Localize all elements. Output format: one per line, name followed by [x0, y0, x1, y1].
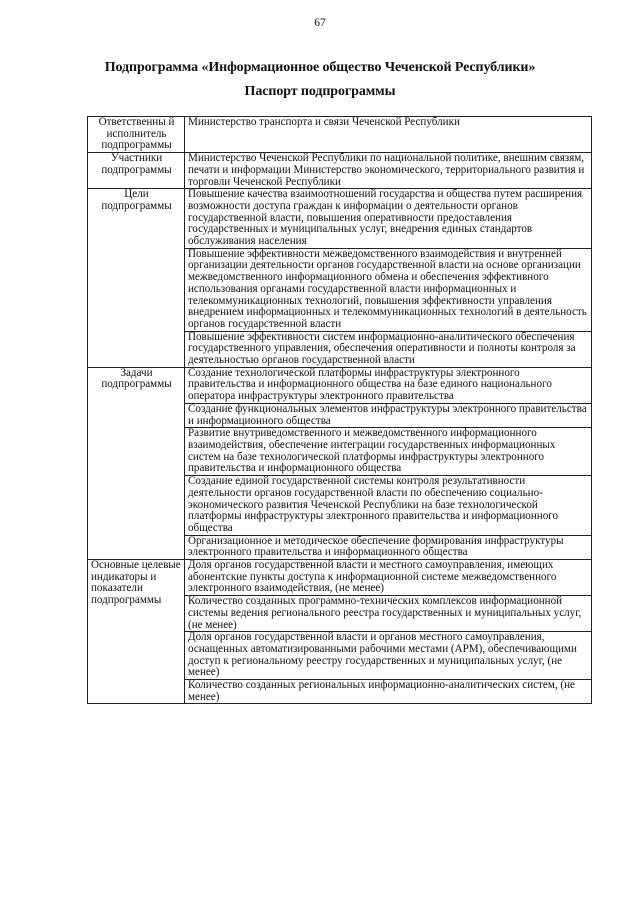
table-row: [88, 153, 592, 189]
row-label-tasks: Задачи подпрограммы: [88, 367, 185, 559]
indicator-item: Доля органов государственной власти и органов местного самоуправления, оснащенных автоматизированными рабочими местами (АРМ), обеспечивающими доступ к региональному реестру государственных и муниципальных услуг, (не менее): [185, 632, 592, 680]
indicator-item: Количество созданных региональных информационно-аналитических систем, (не менее): [185, 680, 592, 704]
goal-item: Повышение качества взаимоотношений государства и общества путем расширения возможности доступа граждан к информации о деятельности органов государственной власти, повышения оперативности предоставления государственных и муниципальных услуг, внедрения единых стандартов обслуживания населения: [185, 189, 592, 249]
row-label-participants: Участники подпрограммы: [88, 153, 185, 189]
task-item: Развитие внутриведомственного и межведомственного информационного взаимодействия, обеспечение интеграции государственных информационных систем на базе технологической платформы инфраструктуры электронного правительства и информационного общества: [185, 428, 592, 476]
indicator-item: Доля органов государственной власти и местного самоуправления, имеющих абонентские пункты доступа к информационной системе межведомственного электронного взаимодействия, (не менее): [185, 560, 592, 596]
indicator-item: Количество созданных программно-технических комплексов информационной системы ведения регионального реестра государственных и муниципальных услуг, (не менее): [185, 596, 592, 632]
task-item: Создание единой государственной системы контроля результативности деятельности органов государственной власти по обеспечению социально-экономического развития Чеченской Республики на базе технологической платформы инфраструктуры электронного правительства и информационного общества: [185, 476, 592, 536]
task-item: Организационное и методическое обеспечение формирования инфраструктуры электронного правительства и информационного общества: [185, 535, 592, 559]
document-title: Подпрограмма «Информационное общество Чеченской Республики»: [104, 60, 536, 75]
passport-table: [87, 116, 592, 704]
document-subtitle: Паспорт подпрограммы: [244, 84, 396, 99]
table-row: [88, 367, 592, 403]
row-label-indicators: Основные целевые индикаторы и показатели подпрограммы: [88, 560, 185, 704]
goal-item: Повышение эффективности межведомственного взаимодействия и внутренней организации деятельности органов государственной власти на основе организации межведомственного информационного обмена и обеспечения эффективного использования органами государственной власти информационных и телекоммуникационных технологий, повышения эффективности управления внедрением информационных и телекоммуникационных технологий в деятельность органов государственной власти: [185, 248, 592, 331]
task-item: Создание функциональных элементов инфраструктуры электронного правительства и информационного общества: [185, 403, 592, 427]
page-number: 67: [314, 17, 326, 29]
table-row: [88, 117, 592, 153]
row-label-goals: Цели подпрограммы: [88, 189, 185, 368]
table-row: [88, 560, 592, 596]
table-row: [88, 189, 592, 249]
task-item: Создание технологической платформы инфраструктуры электронного правительства и информационного общества на базе единого национального оператора инфраструктуры электронного правительства: [185, 367, 592, 403]
goal-item: Повышение эффективности систем информационно-аналитического обеспечения государственного управления, обеспечения оперативности и полноты контроля за деятельностью органов государственной власти: [185, 331, 592, 367]
row-value-participants: Министерство Чеченской Республики по национальной политике, внешним связям, печати и информации Министерство экономического, территориального развития и торговли Чеченской Республики: [185, 153, 592, 189]
row-value-responsible: Министерство транспорта и связи Чеченской Республики: [185, 117, 592, 153]
row-label-responsible: Ответственны й исполнитель подпрограммы: [88, 117, 185, 153]
